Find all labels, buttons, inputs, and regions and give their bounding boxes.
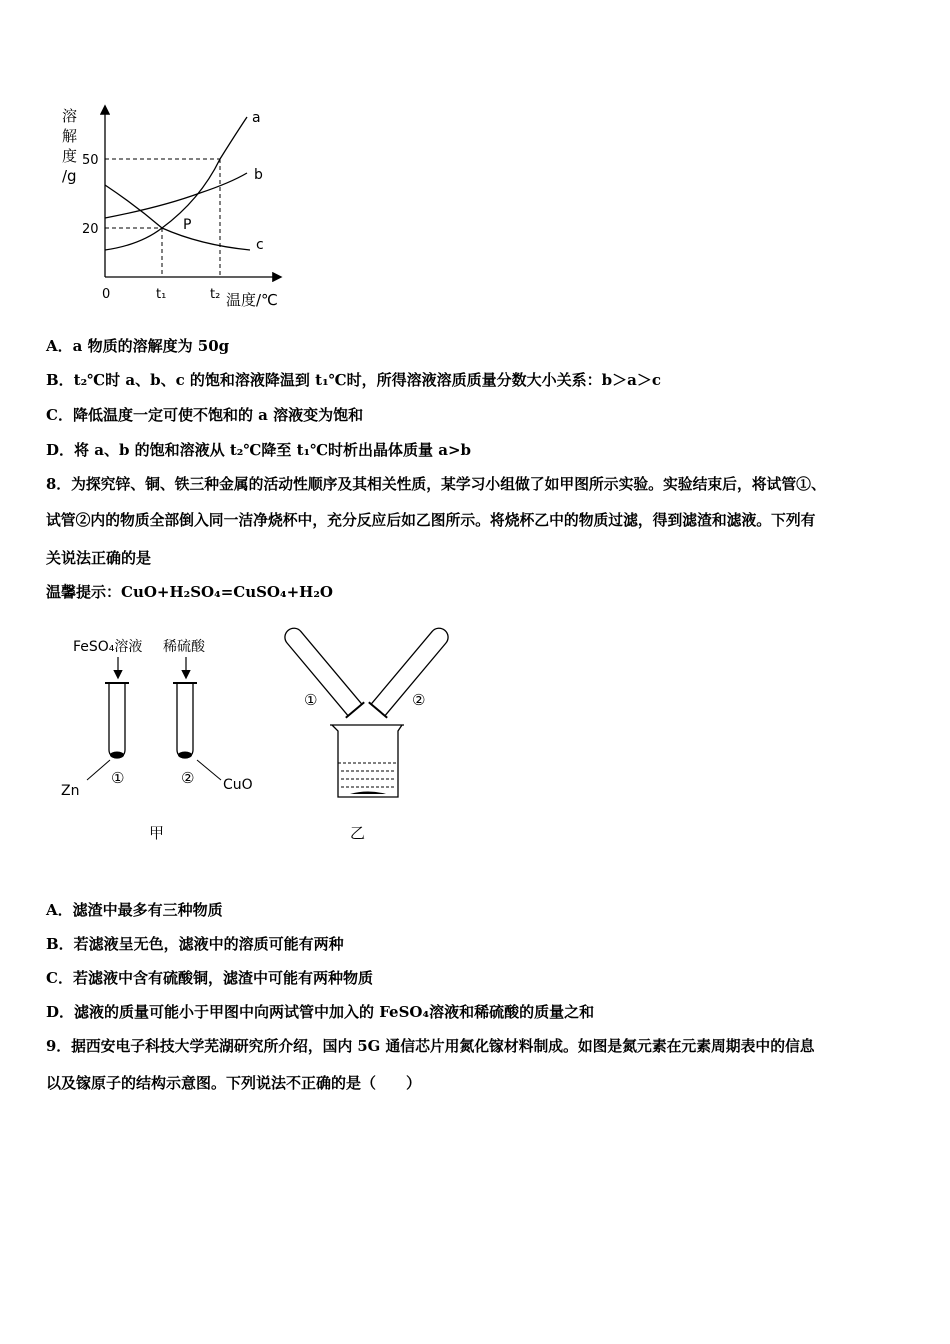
q8-option-d: D．滤液的质量可能小于甲图中向两试管中加入的 FeSO₄溶液和稀硫酸的质量之和	[46, 1003, 595, 1021]
q8-hint: 温馨提示：CuO+H₂SO₄=CuSO₄+H₂O	[46, 583, 333, 601]
q8-option-b: B．若滤液呈无色，滤液中的溶质可能有两种	[46, 935, 344, 953]
reagent-label-1: FeSO₄溶液	[73, 639, 143, 655]
y-tick: 50	[82, 153, 99, 168]
tube-number-2: ②	[181, 769, 195, 787]
solid-label-cuo: CuO	[223, 777, 253, 793]
q7-option-c: C．降低温度一定可使不饱和的 a 溶液变为饱和	[46, 406, 364, 424]
tilted-tube-number-1: ①	[304, 691, 318, 709]
curve-label-b: b	[254, 167, 263, 183]
reagent-label-2: 稀硫酸	[163, 639, 205, 655]
curve-c	[105, 185, 250, 250]
zinc-solid	[110, 752, 124, 759]
pointer-cuo	[197, 760, 221, 780]
q8-stem-line1: 8．为探究锌、铜、铁三种金属的活动性顺序及其相关性质，某学习小组做了如甲图所示实验。实验结束后，将试管①、	[46, 476, 826, 493]
figure-yi	[270, 615, 470, 845]
curve-label-c: c	[256, 237, 264, 253]
point-label: P	[183, 217, 192, 233]
curve-label-a: a	[252, 110, 261, 126]
y-label-char: /g	[62, 167, 77, 185]
y-label-char: 溶	[62, 107, 78, 125]
cuo-solid	[178, 752, 192, 759]
x-tick: t₂	[210, 287, 221, 302]
figure-jia	[55, 625, 285, 855]
q8-option-a: A．滤渣中最多有三种物质	[46, 901, 223, 919]
q8-option-c: C．若滤液中含有硫酸铜，滤渣中可能有两种物质	[46, 969, 373, 987]
figure-caption-yi: 乙	[350, 824, 366, 842]
q7-option-d: D．将 a、b 的饱和溶液从 t₂℃降至 t₁℃时析出晶体质量 a>b	[46, 441, 472, 459]
curve-b	[105, 173, 247, 218]
q8-stem-line2: 试管②内的物质全部倒入同一洁净烧杯中，充分反应后如乙图所示。将烧杯乙中的物质过滤，得到滤渣和滤液。下列有	[46, 512, 816, 529]
origin-label: 0	[102, 287, 111, 302]
q7-option-a: A．a 物质的溶解度为 50g	[46, 337, 230, 355]
x-tick: t₁	[156, 287, 167, 302]
solid-label-zn: Zn	[61, 783, 80, 799]
figure-caption-jia: 甲	[149, 824, 165, 842]
y-tick: 20	[82, 222, 99, 237]
q8-stem-line3: 关说法正确的是	[46, 549, 152, 567]
x-axis-label: 温度/℃	[226, 291, 278, 309]
residue	[350, 792, 386, 795]
q7-option-b: B．t₂℃时 a、b、c 的饱和溶液降温到 t₁℃时，所得溶液溶质质量分数大小关系：b＞a＞c	[46, 371, 661, 389]
y-label-char: 解	[62, 127, 78, 145]
beaker	[332, 725, 402, 797]
q9-stem-line1: 9．据西安电子科技大学芜湖研究所介绍，国内 5G 通信芯片用氮化镓材料制成。如图是氮元素在元素周期表中的信息	[46, 1038, 815, 1055]
tilted-tube-1	[279, 623, 364, 718]
test-tube-1	[109, 683, 125, 758]
tube-number-1: ①	[111, 769, 125, 787]
test-tube-2	[177, 683, 193, 758]
tilted-tube-number-2: ②	[412, 691, 426, 709]
solubility-graph	[50, 95, 350, 315]
y-label-char: 度	[62, 147, 78, 165]
pointer-zn	[87, 760, 110, 780]
q9-stem-line2: 以及镓原子的结构示意图。下列说法不正确的是（ ）	[46, 1074, 422, 1092]
